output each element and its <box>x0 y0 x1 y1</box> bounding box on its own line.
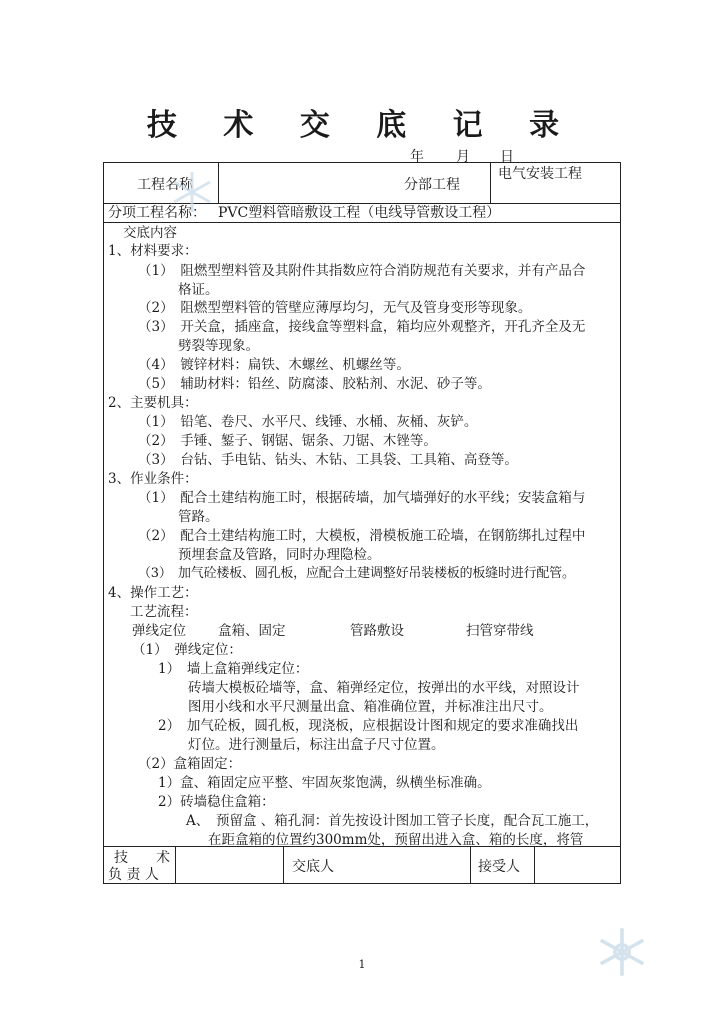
content-line: （1） 配合土建结构施工时，根据砖墙，加气墙弹好的水平线；安装盒箱与 <box>138 490 586 506</box>
tech-lead-label-2: 负 责 人 <box>108 867 159 883</box>
process-label: 工艺流程： <box>130 604 198 620</box>
date-day: 日 <box>500 149 514 165</box>
process-step: 弹线定位 <box>132 623 186 639</box>
content-line: （3） 加气砼楼板、圆孔板，应配合土建调整好吊装楼板的板缝时进行配管。 <box>138 566 575 581</box>
date-month: 月 <box>456 149 470 165</box>
sub-project-value: 电气安装工程 <box>498 166 582 182</box>
page-title: 技 术 交 底 记 录 <box>146 108 578 143</box>
row-divider <box>103 222 621 223</box>
col-divider <box>283 846 284 884</box>
content-line: 2） 加气砼板，圆孔板，现浇板，应根据设计图和规定的要求准确找出 <box>158 718 579 734</box>
content-line: 格证。 <box>178 282 219 298</box>
content-line: （2）盒箱固定： <box>138 756 242 772</box>
section-heading: 3、作业条件： <box>108 471 198 487</box>
col-divider <box>470 846 471 884</box>
content-line: （4） 镀锌材料：扁铁、木螺丝、机螺丝等。 <box>138 357 410 373</box>
section-heading: 2、主要机具： <box>108 395 198 411</box>
content-line: （3） 开关盒，插座盒，接线盒等塑料盒，箱均应外观整齐，开孔齐全及无 <box>138 319 586 335</box>
process-step: 管路敷设 <box>350 623 404 639</box>
date-year: 年 <box>410 149 424 165</box>
process-step: 盒箱、固定 <box>218 623 286 639</box>
content-line: （2） 配合土建结构施工时，大模板，滑模板施工砼墙，在钢筋绑扎过程中 <box>138 528 586 544</box>
content-line: （2） 阻燃型塑料管的管壁应薄厚均匀，无气及管身变形等现象。 <box>138 300 532 316</box>
handover-label: 交底人 <box>292 859 334 875</box>
content-line: 砖墙大模板砼墙等，盒、箱弹经定位，按弹出的水平线，对照设计 <box>188 680 580 696</box>
receiver-label: 接受人 <box>478 859 520 875</box>
content-heading: 交底内容 <box>123 225 177 241</box>
content-line: 2）砖墙稳住盒箱： <box>158 794 275 810</box>
content-line: （1） 阻燃型塑料管及其附件其指数应符合消防规范有关要求，并有产品合 <box>138 263 586 279</box>
col-divider <box>490 162 491 203</box>
content-line: （3） 台钻、手电钻、钻头、木钻、工具袋、工具箱、高登等。 <box>138 452 518 468</box>
content-line: 预埋套盒及管路，同时办理隐检。 <box>178 547 381 563</box>
tech-lead-label-1: 技 术 <box>114 850 170 866</box>
content-line: （1） 弹线定位： <box>132 642 242 658</box>
snowflake-watermark-icon <box>170 170 214 214</box>
page-number: 1 <box>358 958 366 971</box>
content-line: 管路。 <box>178 509 219 525</box>
content-line: （1） 铅笔、卷尺、水平尺、线锤、水桶、灰桶、灰铲。 <box>138 414 478 430</box>
content-line: 灯位。进行测量后，标注出盒子尺寸位置。 <box>188 737 445 753</box>
process-step: 扫管穿带线 <box>466 623 534 639</box>
col-divider <box>534 846 535 884</box>
item-label: 分项工程名称： <box>108 205 206 221</box>
content-line: 1）盒、箱固定应平整、牢固灰浆饱满，纵横坐标准确。 <box>158 775 491 791</box>
col-divider <box>175 846 176 884</box>
section-heading: 1、材料要求： <box>108 243 198 259</box>
content-line: 在距盒箱的位置约300mm处，预留出进入盒、箱的长度，将管 <box>208 832 584 848</box>
content-line: 劈裂等现象。 <box>178 338 259 354</box>
col-divider <box>218 162 219 203</box>
sub-project-label: 分部工程 <box>404 177 460 193</box>
section-heading: 4、操作工艺： <box>108 585 198 601</box>
content-line: （2） 手锤、錾子、钢锯、锯条、刀锯、木锉等。 <box>138 433 437 449</box>
project-name-label: 工程名称 <box>137 177 193 193</box>
content-line: 1） 墙上盒箱弹线定位： <box>158 661 309 677</box>
content-line: A、 预留盒 、箱孔洞：首先按设计图加工管子长度，配合瓦工施工， <box>186 813 599 829</box>
content-line: （5） 辅助材料：铅丝、防腐漆、胶粘剂、水泥、砂子等。 <box>138 376 491 392</box>
item-value: PVC塑料管暗敷设工程（电线导管敷设工程） <box>218 205 501 221</box>
content-line: 图用小线和水平尺测量出盒、箱准确位置，并标准注出尺寸。 <box>188 699 553 715</box>
